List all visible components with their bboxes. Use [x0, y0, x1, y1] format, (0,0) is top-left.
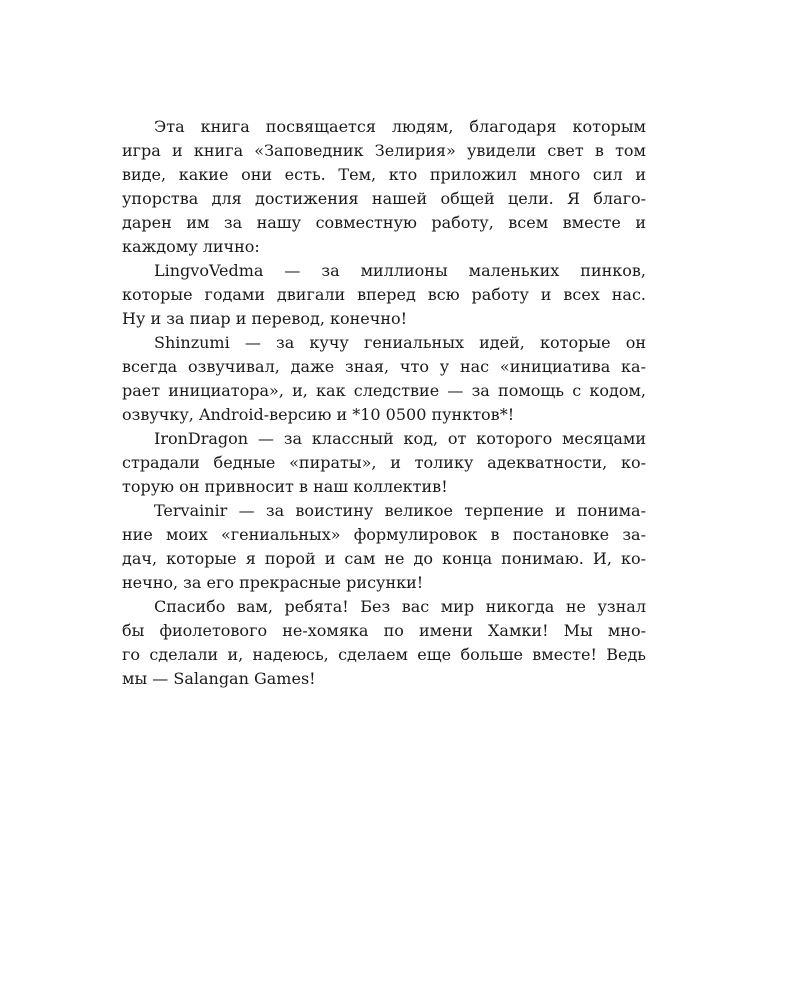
text-line: дач, которые я порой и сам не до конца понимаю. И, ко-: [122, 549, 646, 568]
paragraph-shinzumi: [122, 331, 646, 427]
paragraph-intro: [122, 115, 646, 259]
text-line: ние моих «гениальных» формулировок в постановке за-: [122, 525, 646, 544]
text-line: дарен им за нашу совместную работу, всем вместе и: [122, 213, 646, 232]
paragraph-lingvovedma: [122, 259, 646, 331]
text-line: торую он привносит в наш коллектив!: [122, 477, 448, 496]
text-line: озвучку, Android-версию и *10 0500 пунктов*!: [122, 405, 515, 424]
paragraph-thanks: [122, 595, 646, 691]
text-line: всегда озвучивал, даже зная, что у нас «инициатива ка-: [122, 357, 646, 376]
text-line: упорства для достижения нашей общей цели. Я благо-: [122, 189, 646, 208]
text-line: Ну и за пиар и перевод, конечно!: [122, 309, 408, 328]
text-line: бы фиолетового не-хомяка по имени Хамки! Мы мно-: [122, 621, 646, 640]
text-line: виде, какие они есть. Тем, кто приложил много сил и: [122, 165, 646, 184]
text-line: мы — Salangan Games!: [122, 669, 316, 688]
dedication-text: [122, 115, 646, 691]
paragraph-tervainir: [122, 499, 646, 595]
paragraph-irondragon: [122, 427, 646, 499]
text-line: каждому лично:: [122, 237, 260, 256]
text-line: Tervainir — за воистину великое терпение и понима-: [154, 501, 646, 520]
text-line: LingvoVedma — за миллионы маленьких пинков,: [154, 261, 646, 280]
text-line: страдали бедные «пираты», и толику адекватности, ко-: [122, 453, 646, 472]
text-line: рает инициатора», и, как следствие — за помощь с кодом,: [122, 381, 646, 400]
text-line: Эта книга посвящается людям, благодаря которым: [154, 117, 646, 136]
text-line: IronDragon — за классный код, от которого месяцами: [154, 429, 646, 448]
text-line: го сделали и, надеюсь, сделаем еще больше вместе! Ведь: [122, 645, 646, 664]
text-line: Shinzumi — за кучу гениальных идей, которые он: [154, 333, 646, 352]
text-line: игра и книга «Заповедник Зелирия» увидели свет в том: [122, 141, 646, 160]
text-line: Спасибо вам, ребята! Без вас мир никогда не узнал: [154, 597, 646, 616]
text-line: которые годами двигали вперед всю работу и всех нас.: [122, 285, 646, 304]
text-line: нечно, за его прекрасные рисунки!: [122, 573, 424, 592]
